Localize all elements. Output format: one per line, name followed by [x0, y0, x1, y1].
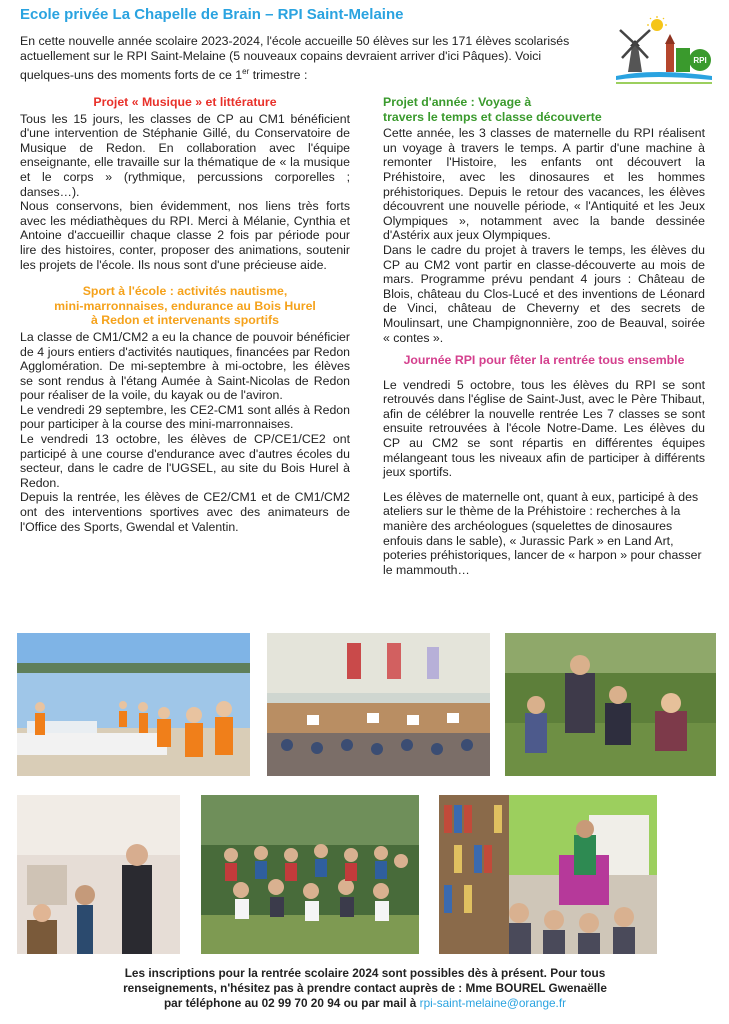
rpi-day-paragraph-1: Le vendredi 5 octobre, tous les élèves du RPI se sont retrouvés dans l'église de Saint-Just, avec le Père Thibaut, afin de célébrer la nouvelle rentrée Les 7 classes se sont ensuite retrouvées à l'école Notre-Dame. Les élèves du CP au CM2 se sont répartis en différentes équipes mélangeant tous les niveaux afin de participer à différents jeux sportifs. [383, 377, 705, 480]
project-paragraph-2: Dans le cadre du projet à travers le temps, les élèves du CP au CM2 vont partir en classe-découverte au mois de mars. Programme prévu pendant 4 jours : Château de Blois, château du Clos-Lucé et des inventions de Léonard de Vinci, château de Cheverny et des secrets de Moulinsart, une Champignonnière, zoo de Beauval, soirée « contes ». [383, 242, 705, 345]
page-title: Ecole privée La Chapelle de Brain – RPI Saint-Melaine [20, 6, 404, 23]
sport-paragraph-3: Le vendredi 13 octobre, les élèves de CP/CE1/CE2 ont participé à une course d'endurance avec d'autres écoles du secteur, dans le cadre de l'UGSEL, au site du Bois Hurel à Redon. [20, 432, 350, 490]
music-paragraph-1: Tous les 15 jours, les classes de CP au CM1 bénéficient d'une intervention de Stéphanie Gillé, du Conservatoire de Musique de Redon. En collaboration avec l'équipe enseignante, elle travaille sur la thématique de « la musique et le corps » (rythmique, percussions corporelles ; danses…). [20, 111, 350, 199]
sport-paragraph-1: La classe de CM1/CM2 a eu la chance de pouvoir bénéficier de 4 jours entiers d'activités nautiques, financées par Redon Agglomération. De mi-septembre à mi-octobre, les élèves se sont rendus à l'étang Aumée à Saint-Nicolas de Redon pour réaliser de la voile, du kayak ou de l'aviron. [20, 329, 350, 403]
music-paragraph-2: Nous conservons, bien évidemment, nos liens très forts avec les médiathèques du RPI. Merci à Mélanie, Cynthia et Antoine d'accueillir chaque classe 2 fois par période pour lire des histoires, conter, proposer des animations, soutenir les projets de l'école. Ils nous sont d'une précieuse aide. [20, 199, 350, 272]
windmill-icon [620, 30, 650, 72]
sun-icon [651, 19, 663, 31]
logo-label: RPI [693, 56, 707, 65]
photo-children-grass [505, 633, 716, 776]
rpi-day-section-title: Journée RPI pour fêter la rentrée tous ensemble [403, 353, 685, 368]
footer-contact [40, 966, 690, 1011]
project-section-title [383, 95, 705, 124]
sport-section-title [20, 284, 350, 328]
church-tower-icon [666, 44, 674, 72]
footer-line-3-text: par téléphone au 02 99 70 20 94 ou par mail à [163, 996, 420, 1010]
sport-paragraph-4: Depuis la rentrée, les élèves de CE2/CM1 et de CM1/CM2 ont des interventions sportives avec des animateurs de l'Office des Sports, Gwendal et Valentin. [20, 490, 350, 534]
project-title-line-1: Projet d'année : Voyage à [383, 95, 532, 109]
music-section-title: Projet « Musique » et littérature [93, 95, 277, 109]
left-column [20, 95, 350, 534]
project-title-line-2: travers le temps et classe découverte [383, 109, 602, 124]
intro-superscript: er [242, 67, 250, 76]
footer-line-1: Les inscriptions pour la rentrée scolaire 2024 sont possibles dès à présent. Pour tous [124, 966, 606, 980]
project-paragraph-1: Cette année, les 3 classes de maternelle du RPI réalisent un voyage à travers le temps. A partir d'une machine à remonter l'Histoire, les enfants ont découvert la Préhistoire, avec les dinosaures et les hommes préhistoriques. Depuis le retour des vacances, les élèves découvrent une nouvelle période, « l'Antiquité et les Jeux Olympiques », notamment avec la bande dessinée d'Astérix aux jeux Olympiques. [383, 126, 705, 243]
email-link[interactable]: rpi-saint-melaine@orange.fr [419, 996, 567, 1010]
right-column [383, 95, 705, 577]
intro-paragraph [20, 34, 580, 83]
rpi-logo [614, 16, 714, 88]
photo-nautical-activity [17, 633, 250, 776]
rpi-day-paragraph-2: Les élèves de maternelle ont, quant à eux, participé à des ateliers sur le thème de la Préhistoire : recherches à la manière des archéologues (squelettes de dinosaures enfouis dans le sable), « Jurassic Park » en Land Art, poteries préhistoriques, lancer de « harpon » pour chasser le mammouth… [383, 489, 702, 577]
photo-group-outdoor [201, 795, 419, 954]
photo-church-gathering [267, 633, 490, 776]
footer-line-3 [40, 996, 690, 1011]
intro-text-end: trimestre : [249, 68, 308, 83]
footer-line-2: renseignements, n'hésitez pas à prendre contact auprès de : Mme BOUREL Gwenaëlle [123, 981, 607, 995]
intro-text: En cette nouvelle année scolaire 2023-2024, l'école accueille 50 élèves sur les 171 élèves scolarisés actuellement sur le RPI Saint-Melaine (5 nouveaux copains devraient arriver d'ici Pâques). Voici quelques-uns des moments forts de ce 1 [20, 34, 570, 83]
sport-paragraph-2: Le vendredi 29 septembre, les CE2-CM1 sont allés à Redon pour participer à la course des mini-marronnaises. [20, 402, 350, 432]
photo-library-storytime [439, 795, 657, 954]
sport-title-line-2: mini-marronnaises, endurance au Bois Hurel [54, 298, 316, 313]
photo-classroom-workshop [17, 795, 180, 954]
sport-title-line-3: à Redon et intervenants sportifs [91, 313, 279, 328]
sport-title-line-1: Sport à l'école : activités nautisme, [82, 284, 288, 299]
